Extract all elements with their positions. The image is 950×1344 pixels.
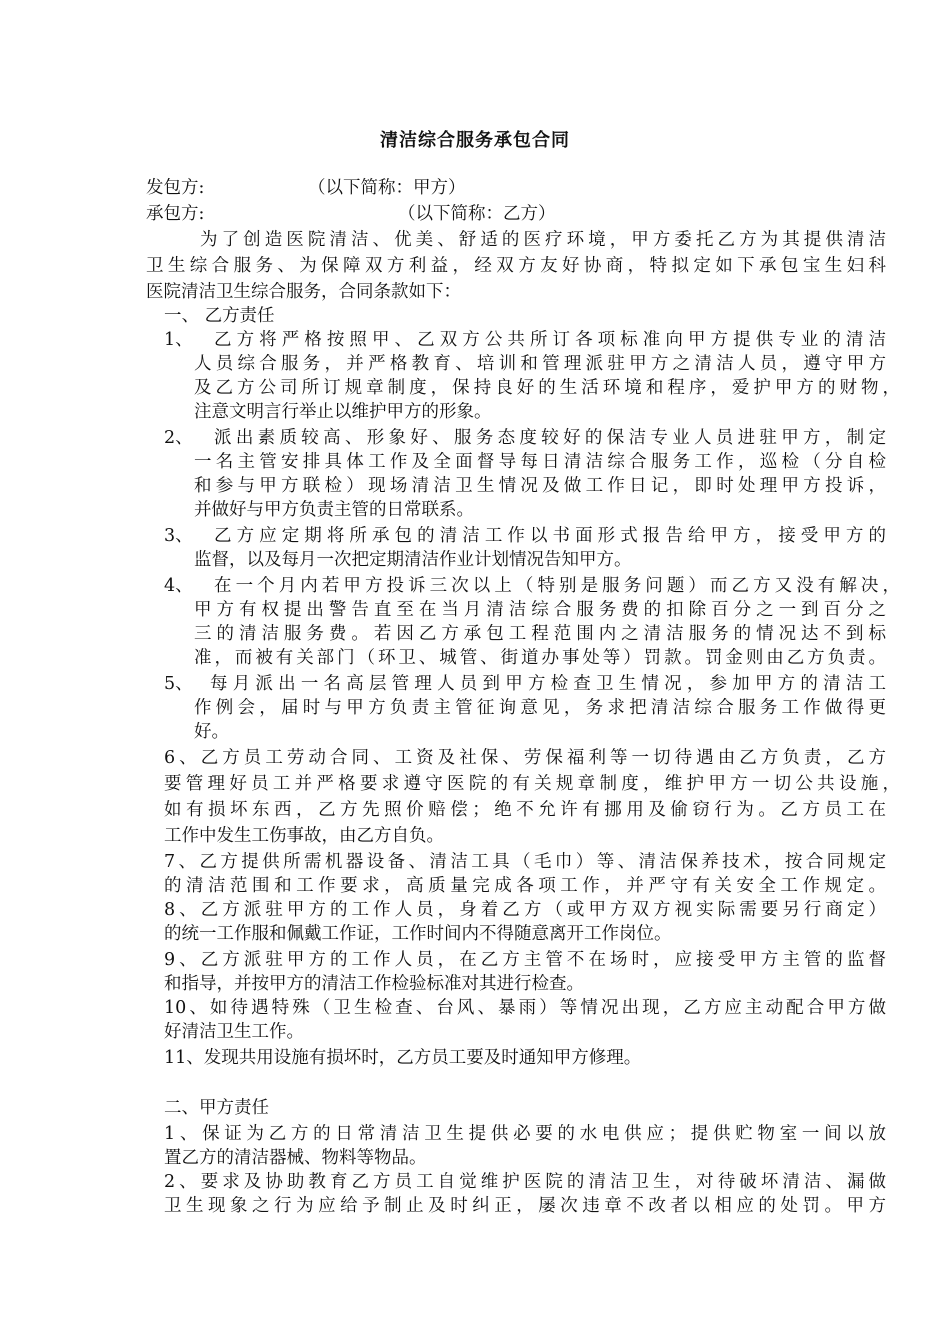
item-number: 1、 [164, 330, 193, 350]
intro-line: 卫生综合服务、为保障双方利益，经双方友好协商，特拟定如下承包宝生妇科 [146, 256, 886, 276]
clause-line: 6、乙方员工劳动合同、工资及社保、劳保福利等一切待遇由乙方负责，乙方 [164, 748, 886, 768]
item-line: 注意文明言行举止以维护甲方的形象。 [194, 402, 492, 422]
item-number: 4、 [164, 576, 193, 596]
item-line: 乙方应定期将所承包的清洁工作以书面形式报告给甲方，接受甲方的 [214, 526, 886, 546]
item-line: 作例会，届时与甲方负责主管征询意见，务求把清洁综合服务工作做得更 [194, 698, 886, 718]
item-line: 甲方有权提出警告直至在当月清洁综合服务费的扣除百分之一到百分之 [194, 600, 886, 620]
clause-line: 11、发现共用设施有损坏时，乙方员工要及时通知甲方修理。 [164, 1048, 642, 1068]
clause-line: 10、如待遇特殊（卫生检查、台风、暴雨）等情况出现，乙方应主动配合甲方做 [164, 998, 886, 1018]
intro-line: 为了创造医院清洁、优美、舒适的医疗环境，甲方委托乙方为其提供清洁 [200, 230, 886, 250]
section-heading: 二、甲方责任 [164, 1098, 269, 1118]
clause-line: 工作中发生工伤事故，由乙方自负。 [164, 826, 444, 846]
clause-line: 置乙方的清洁器械、物料等物品。 [164, 1148, 427, 1168]
employer-label: 发包方: [146, 178, 205, 198]
document-title: 清洁综合服务承包合同 [380, 130, 570, 151]
clause-line: 7、乙方提供所需机器设备、清洁工具（毛巾）等、清洁保养技术，按合同规定 [164, 852, 886, 872]
contractor-label: 承包方: [146, 204, 205, 224]
item-line: 及乙方公司所订规章制度，保持良好的生活环境和程序，爱护甲方的财物， [194, 378, 900, 398]
section-heading: 一、 乙方责任 [164, 306, 275, 326]
clause-line: 1、保证为乙方的日常清洁卫生提供必要的水电供应；提供贮物室一间以放 [164, 1124, 886, 1144]
item-line: 派出素质较高、形象好、服务态度较好的保洁专业人员进驻甲方，制定 [214, 428, 886, 448]
clause-line: 要管理好员工并严格要求遵守医院的有关规章制度，维护甲方一切公共设施， [164, 774, 900, 794]
item-line: 并做好与甲方负责主管的日常联系。 [194, 500, 474, 520]
item-number: 2、 [164, 428, 193, 448]
item-number: 5、 [164, 674, 193, 694]
item-line: 乙方将严格按照甲、乙双方公共所订各项标准向甲方提供专业的清洁 [214, 330, 886, 350]
item-line: 准，而被有关部门（环卫、城管、街道办事处等）罚款。罚金则由乙方负责。 [194, 648, 886, 668]
clause-line: 9、乙方派驻甲方的工作人员，在乙方主管不在场时，应接受甲方主管的监督 [164, 950, 886, 970]
clause-line: 如有损坏东西，乙方先照价赔偿；绝不允许有挪用及偷窃行为。乙方员工在 [164, 800, 886, 820]
clause-line: 和指导，并按甲方的清洁工作检验标准对其进行检查。 [164, 974, 584, 994]
clause-line: 8、乙方派驻甲方的工作人员，身着乙方（或甲方双方视实际需要另行商定） [164, 900, 886, 920]
clause-line: 2、要求及协助教育乙方员工自觉维护医院的清洁卫生，对待破坏清洁、漏做 [164, 1172, 886, 1192]
item-line: 监督，以及每月一次把定期清洁作业计划情况告知甲方。 [194, 550, 632, 570]
intro-line: 医院清洁卫生综合服务，合同条款如下： [146, 282, 461, 302]
item-number: 3、 [164, 526, 193, 546]
clause-line: 的统一工作服和佩戴工作证，工作时间内不得随意离开工作岗位。 [164, 924, 672, 944]
item-line: 好。 [194, 722, 229, 742]
item-line: 三的清洁服务费。若因乙方承包工程范围内之清洁服务的情况达不到标 [194, 624, 886, 644]
item-line: 人员综合服务，并严格教育、培训和管理派驻甲方之清洁人员，遵守甲方 [194, 354, 886, 374]
item-line: 一名主管安排具体工作及全面督导每日清洁综合服务工作，巡检（分自检 [194, 452, 886, 472]
clause-line: 的清洁范围和工作要求，高质量完成各项工作，并严守有关安全工作规定。 [164, 876, 886, 896]
item-line: 每月派出一名高层管理人员到甲方检查卫生情况，参加甲方的清洁工 [210, 674, 886, 694]
clause-line: 卫生现象之行为应给予制止及时纠正，屡次违章不改者以相应的处罚。甲方 [164, 1196, 886, 1216]
clause-line: 好清洁卫生工作。 [164, 1022, 304, 1042]
item-line: 和参与甲方联检）现场清洁卫生情况及做工作日记，即时处理甲方投诉， [194, 476, 886, 496]
item-line: 在一个月内若甲方投诉三次以上（特别是服务问题）而乙方又没有解决， [214, 576, 900, 596]
employer-alias: （以下简称：甲方） [308, 178, 466, 198]
contractor-alias: （以下简称：乙方） [398, 204, 556, 224]
